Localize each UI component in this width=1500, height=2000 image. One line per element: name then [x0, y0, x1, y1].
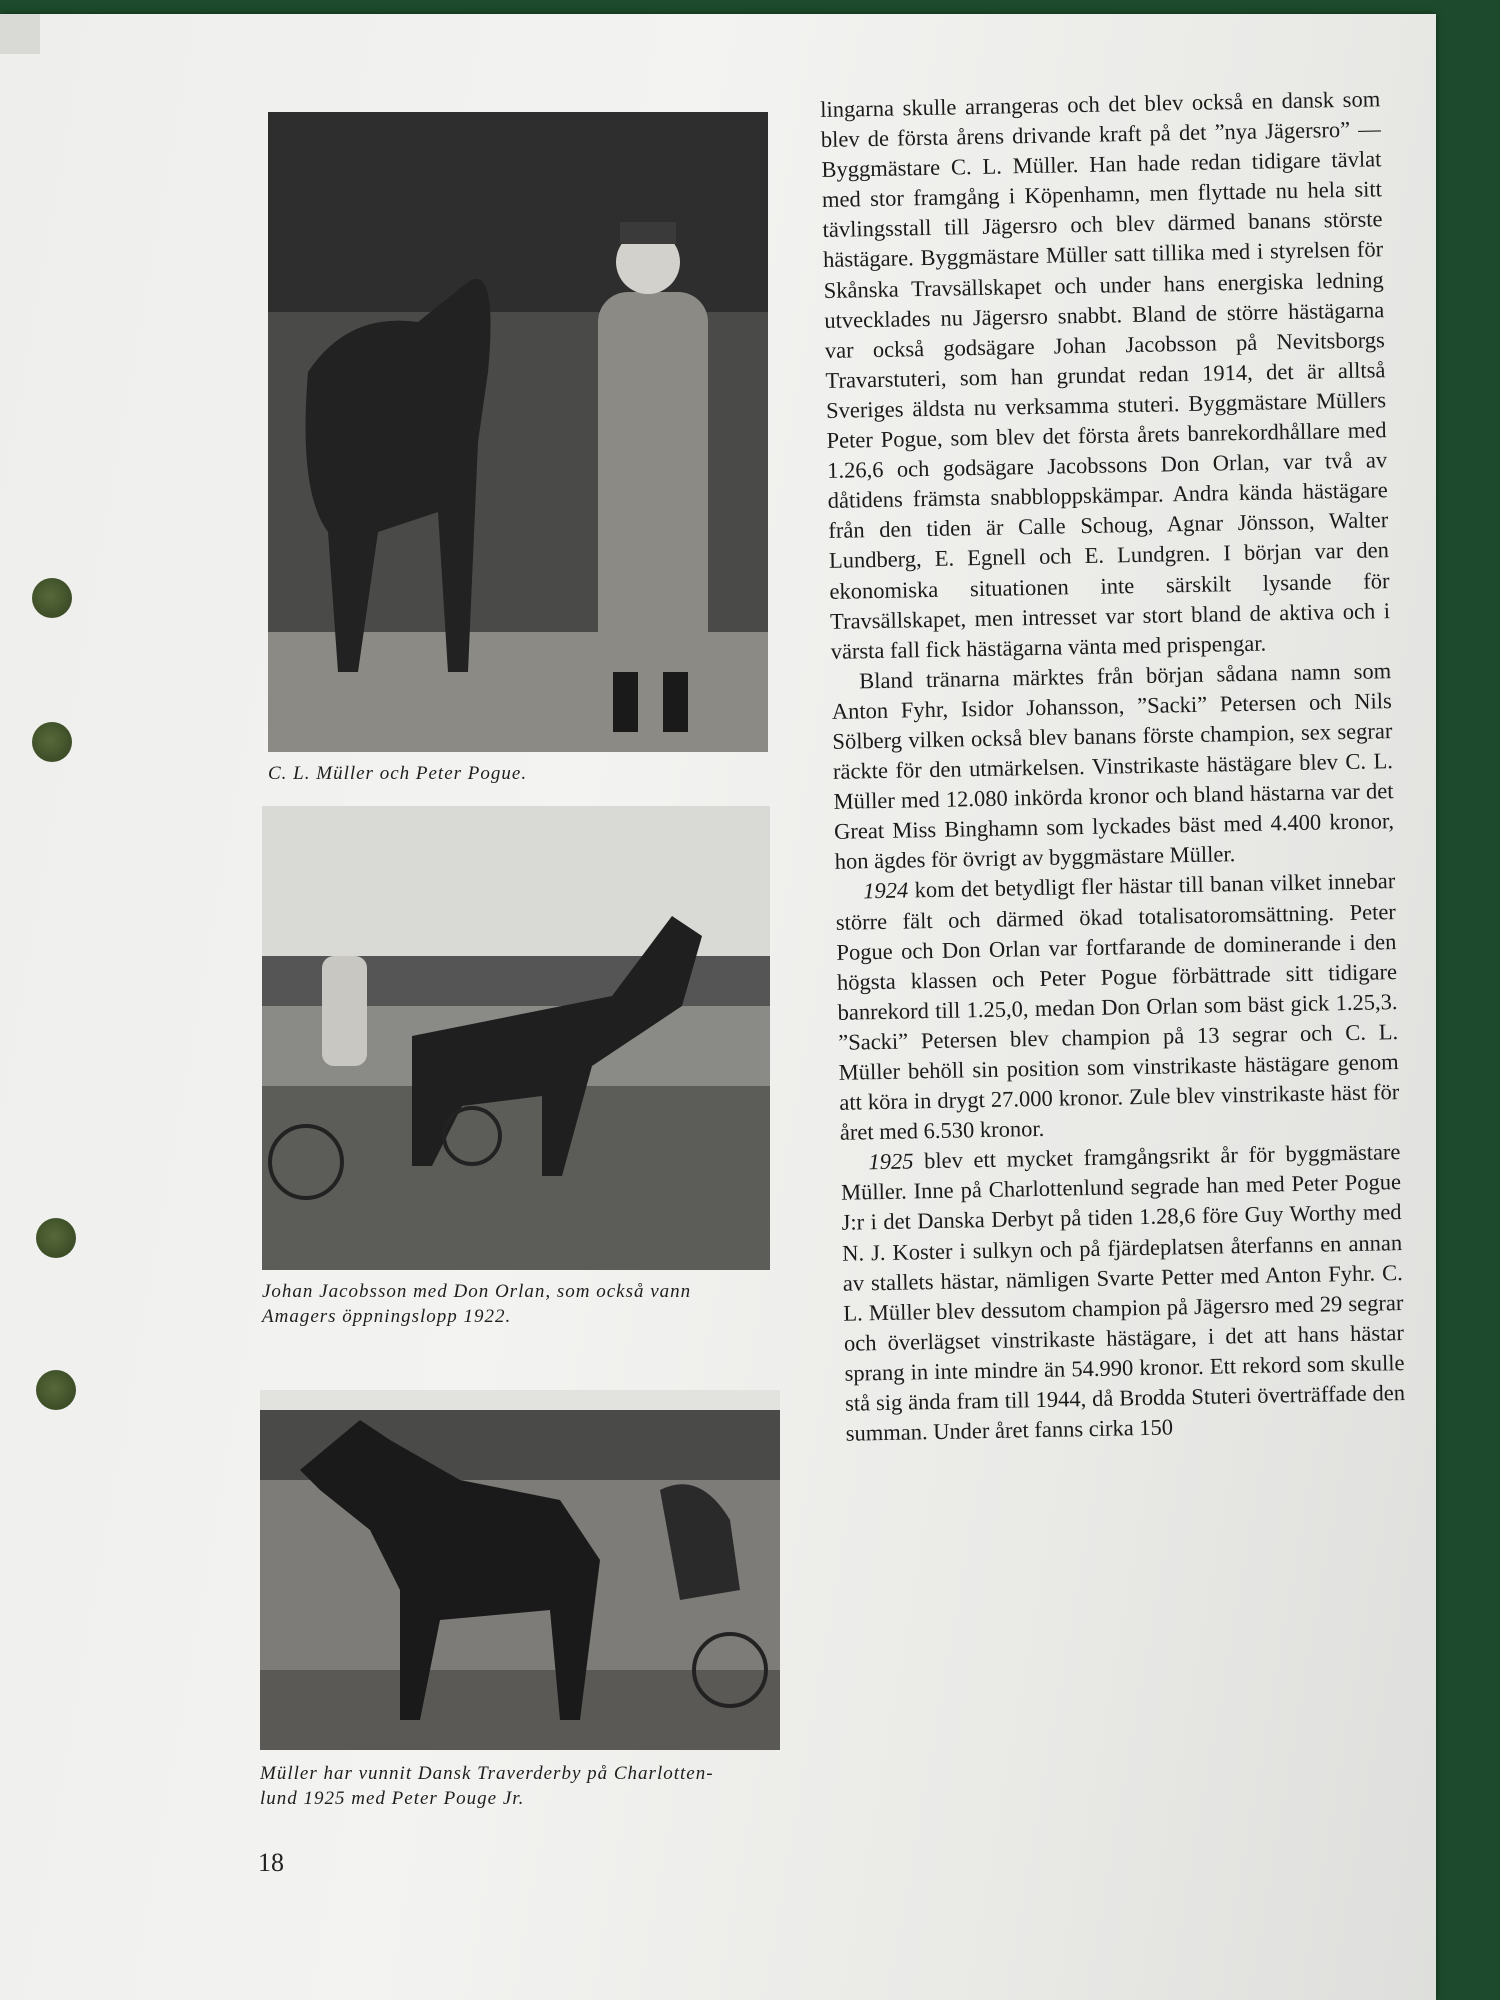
caption-photo-3-line2: lund 1925 med Peter Pouge Jr. — [260, 1788, 525, 1809]
caption-photo-2-line2: Amagers öppningslopp 1922. — [262, 1306, 512, 1327]
paragraph-3-text: kom det betydligt fler hästar till banan vilket innebar större fält och därmed ökad totalisatoromsättning. Peter Pogue och Don Orlan var fortfarande de dominerande i den högsta klassen och Peter Pogue förbättrade sitt tidigare banrekord till 1.25,0, medan Don Orlan som bäst gick 1.25,3. ”Sacki” Petersen blev champion på 13 segrar och C. L. Müller behöll sin position som vinstrikaste hästägare genom att köra in drygt 27.000 kronor. Zule blev vinstrikaste häst för året med 6.530 kronor. — [835, 868, 1400, 1145]
caption-photo-2-line1: Johan Jacobsson med Don Orlan, som också vann — [262, 1281, 692, 1302]
caption-photo-3-line1: Müller har vunnit Dansk Traverderby på Charlotten- — [260, 1763, 714, 1784]
paragraph-3 — [835, 867, 1400, 1149]
year-1924: 1924 — [863, 877, 909, 904]
paragraph-4 — [840, 1137, 1406, 1449]
punch-hole — [32, 578, 72, 618]
punch-hole — [36, 1218, 76, 1258]
paragraph-1: lingarna skulle arrangeras och det blev också en dansk som blev de första årens drivande kraft på det ”nya Jägersro” — Byggmästare C. L. Müller. Han hade redan tidigare tävlat med stor framgång i Köpenhamn, men flyttade nu hela sitt tävlingsstall till Jägersro och blev därmed banans störste hästägare. Byggmästare Müller satt tillika med i styrelsen för Skånska Travsällskapet och under hans energiska ledning utvecklades nu Jägersro snabbt. Bland de större hästägarna var också godsägare Johan Jacobsson på Nevitsborgs Travarstuteri, som han grundat redan 1914, det är alltså Sveriges äldsta nu verksamma stuteri. Byggmästare Müllers Peter Pogue, som blev det första årets banrekordhållare med 1.26,6 och godsägare Jacobssons Don Orlan, var två av dåtidens främsta snabbloppskämpar. Andra kända hästägare från den tiden är Calle Schoug, Agnar Jönsson, Walter Lundberg, E. Egnell och E. Lundgren. I början var den ekonomiska situationen inte särskilt lysande för Travsällskapet, men intresset var stort bland de aktiva och i värsta fall fick hästägarna vänta med prispengar. — [820, 86, 1391, 664]
paragraph-2: Bland tränarna märktes från början sådana namn som Anton Fyhr, Isidor Johansson, ”Sacki” Petersen och Nils Sölberg vilken också blev banans förste champion, sex segrar räckte för den utmärkelsen. Vinstrikaste hästägare blev C. L. Müller med 12.080 inkörda kronor och bland hästarna var det Great Miss Binghamn som lyckades bäst med 4.400 kronor, hon ägdes för övrigt av byggmästare Müller. — [831, 657, 1395, 875]
punch-hole — [36, 1370, 76, 1410]
page-number: 18 — [258, 1848, 284, 1877]
photo-muller-derby — [260, 1390, 780, 1750]
punch-hole — [32, 722, 72, 762]
year-1925: 1925 — [868, 1148, 914, 1175]
caption-photo-1: C. L. Müller och Peter Pogue. — [268, 763, 528, 784]
photo-muller-pogue — [268, 112, 768, 752]
paragraph-4-text: blev ett mycket framgångsrikt år för byggmästare Müller. Inne på Charlottenlund segrade han med Peter Pogue J:r i det Danska Derbyt på tiden 1.28,6 före Guy Worthy med N. J. Koster i sulkyn och på fjärdeplatsen återfanns en annan av stallets hästar, nämligen Svarte Petter med Anton Fyhr. C. L. Müller blev dessutom champion på Jägersro med 29 segrar och överlägset vinstrikaste hästägare, i det att hans hästar sprang in inte mindre än 54.990 kronor. Ett rekord som skulle stå sig ända fram till 1944, då Brodda Stuteri överträffade den summan. Under året fanns cirka 150 — [840, 1139, 1406, 1446]
folded-corner — [0, 14, 40, 54]
photo-jacobsson-don-orlan — [262, 806, 770, 1270]
article-column — [820, 84, 1413, 1814]
